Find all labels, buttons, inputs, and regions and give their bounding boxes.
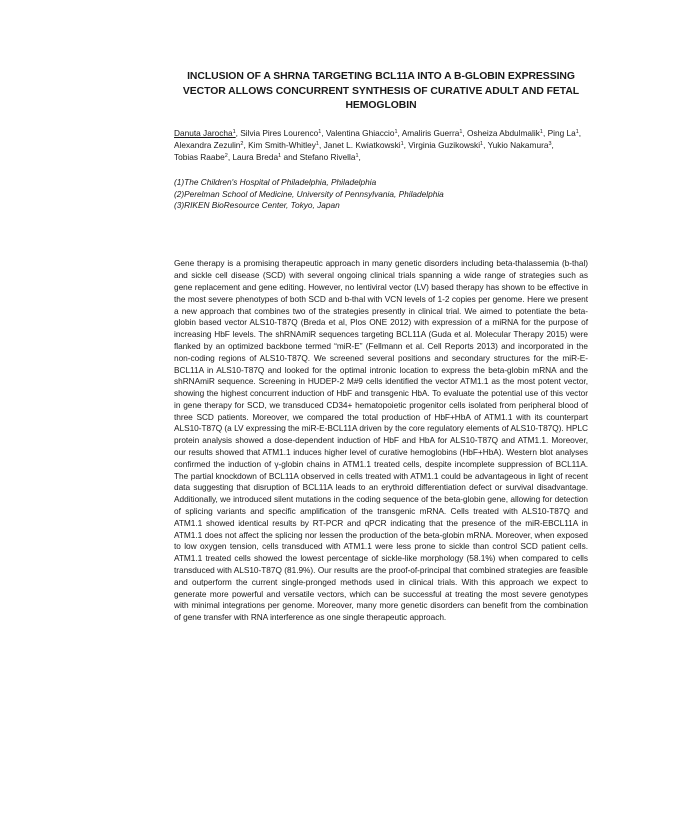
author: Stefano Rivella$^1$ (299, 151, 359, 162)
abstract-text: Gene therapy is a promising therapeutic approach in many genetic disorders including beta-thalassemia (b-thal) and sickle cell disease (SCD) with several ongoing clinical trials spanning a wide range of strategies such as gene replacement and gene editing. However, no lentiviral vector (LV) based therapy has shown to be effective in the most severe phenotypes of both SCD and b-thal with VCN levels of 1-2 copies per genome. Here we present a new approach that combines two of the strategies presently in clinical trial. We aimed to potentiate the beta-globin based vector ALS10-T87Q (Breda et al, Plos ONE 2012) with expression of a miRNA for the purpose of increasing HbF levels. The shRNAmiR sequences targeting BCL11A (Guda et al. Molecular Therapy 2015) were flanked by an optimized backbone termed “miR-E” (Fellmann et al. Cell Reports 2013) and incorporated in the non-coding regions of ALS10-T87Q. We screened several positions and secondary structures for the miR-E-BCL11A in ALS10-T87Q and looked for the optimal intronic location to express the beta-globin mRNA and the shRNAmiR sequence. Screening in HUDEP-2 M#9 cells identified the vector ATM1.1 as the most potent vector, showing the highest concurrent induction of HbF and transgenic HbA. To evaluate the potential use of this vector in gene therapy for SCD, we transduced CD34+ hematopoietic progenitor cells isolated from peripheral blood of three SCD patients. Moreover, we compared the total production of HbF+HbA of ATM1.1 with its counterpart ALS10-T87Q (a LV expressing the miR-E-BCL11A driven by the core regulatory elements of ALS10-T87Q). HPLC protein analysis showed a dose-dependent induction of HbF and HbA for ALS10-T87Q and ATM1.1. Moreover, our results showed that ATM1.1 induces higher level of curative hemoglobins (HbF+HbA). Western blot analyses confirmed the induction of γ-globin chains in ATM1.1 treated cells, despite incomplete suppression of BCL11A. The partial knockdown of BCL11A observed in cells treated with ATM1.1 could be advantageous in light of recent data suggesting that disruption of BCL11A leads to an erythroid differentiation defect or survival disadvantage. Additionally, we introduced silent mutations in the coding sequence of the beta-globin gene, allowing for detection of splicing variants and specific amplification of the transgenic mRNA. Cells treated with ALS10-T87Q and ATM1.1 showed identical results by RT-PCR and qPCR indicating that the presence of the miR-EBCL11A in ATM1.1 does not affect the splicing nor lessen the production of the beta-globin mRNA. Moreover, when exposed to low oxygen tension, cells transduced with ATM1.1 were less prone to sickle than control SCD patient cells. ATM1.1 treated cells showed the lowest percentage of sickle-like morphology (58.1%) when compared to cells transduced with ALS10-T87Q (81.9%). Our results are the proof-of-principal that combined strategies are feasible and outperform the current single-pronged methods used in clinical trials. With this approach we expect to generate more powerful and versatile vectors, which can be successful at treating the most severe genotypes with minimal integrations per genome. Moreover, many more genetic disorders can benefit from the combination of gene transfer with RNA interference as one single therapeutic approach. (174, 258, 588, 623)
author: Kim Smith-Whitley$^1$ (248, 139, 319, 150)
title-line: INCLUSION OF A SHRNA TARGETING BCL11A INTO A B-GLOBIN EXPRESSING (187, 71, 575, 82)
author: Laura Breda$^1$ (232, 151, 282, 162)
author: Danuta Jarocha$^1$ (174, 127, 236, 138)
author: Ping La$^1$ (547, 127, 579, 138)
author: Alexandra Zezulin$^2$ (174, 139, 244, 150)
title-line: HEMOGLOBIN (345, 100, 417, 111)
document-page (174, 70, 588, 632)
title-line: VECTOR ALLOWS CONCURRENT SYNTHESIS OF CURATIVE ADULT AND FETAL (182, 85, 580, 97)
author: Yukio Nakamura$^3$ (487, 139, 552, 150)
affiliation: (3)RIKEN BioResource Center, Tokyo, Japan (174, 199, 340, 210)
author: Silvia Pires Lourenco$^1$ (240, 127, 322, 138)
affiliation: (2)Perelman School of Medicine, University of Pennsylvania, Philadelphia (174, 188, 444, 199)
affiliation-list (174, 177, 588, 211)
author-list: Danuta Jarocha$^1$, Silvia Pires Lourenco$^1$, Valentina Ghiaccio$^1$, Amaliris Guerra$^1$, Osheiza Abdulmalik$^1$, Ping La$^1$, Alexandra Zezulin$^2$, Kim Smith-Whitley$^1$, Janet L. Kwiatkowski$^1$, Virginia Guzikowski$^1$, Yukio Nakamura$^3$, Tobias Raabe$^2$, Laura Breda$^1$ and Stefano Rivella$^1$, (174, 127, 582, 162)
author: Tobias Raabe$^2$ (174, 151, 228, 162)
author: Janet L. Kwiatkowski$^1$ (323, 139, 404, 150)
affiliation: (1)The Children's Hospital of Philadelphia, Philadelphia (174, 177, 377, 188)
author: Osheiza Abdulmalik$^1$ (467, 127, 543, 138)
author: Amaliris Guerra$^1$ (401, 127, 463, 138)
author: Virginia Guzikowski$^1$ (408, 139, 484, 150)
author: Valentina Ghiaccio$^1$ (325, 127, 398, 138)
paper-title (174, 70, 588, 114)
